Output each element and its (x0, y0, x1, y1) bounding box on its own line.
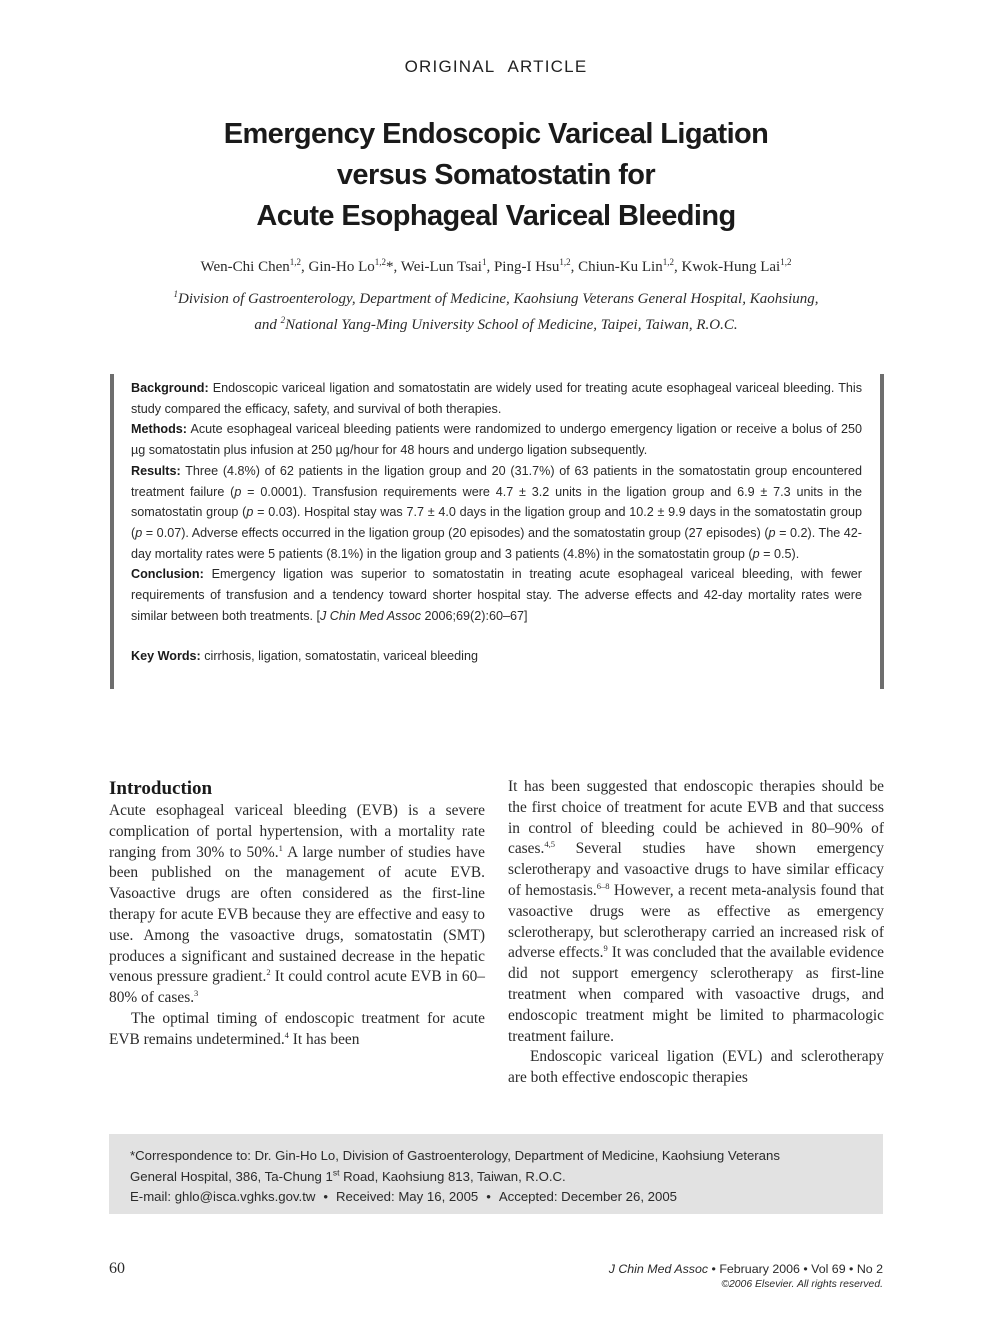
author: Ping-I Hsu$^{1,2}$, (493, 257, 579, 275)
paragraph: Endoscopic variceal ligation (EVL) and sclerotherapy are both effective endoscopic therapies (508, 1048, 884, 1087)
citation-ref[interactable]: 3 (194, 988, 199, 999)
section-heading-introduction: Introduction (109, 778, 213, 799)
paragraph: The optimal timing of endoscopic treatment for acute EVB remains undetermined.$^4$ It has been (109, 1009, 485, 1048)
citation-ref[interactable]: 6–8 (596, 880, 610, 891)
copyright-notice: ©2006 Elsevier. All rights reserved. (721, 1279, 883, 1290)
body-column-right (508, 777, 884, 1089)
author-list (0, 257, 992, 276)
received-date: Received: May 16, 2005 (336, 1189, 479, 1205)
citation-ref[interactable]: 1 (278, 842, 283, 853)
correspondence-line-1: *Correspondence to: Dr. Gin-Ho Lo, Division of Gastroenterology, Department of Medicine, Kaohsiung Veterans (130, 1148, 780, 1163)
citation-ref[interactable]: 9 (603, 943, 608, 954)
abstract-background: Background: Endoscopic variceal ligation and somatostatin are widely used for treating acute esophageal variceal bleeding. This study compared the efficacy, safety, and survival of both therapies. (131, 381, 862, 416)
email-link[interactable]: E-mail: ghlo@isca.vghks.gov.tw (130, 1189, 316, 1205)
article-title (100, 114, 892, 237)
abstract-keywords: Key Words: cirrhosis, ligation, somatostatin, variceal bleeding (131, 649, 478, 664)
page-number: 60 (109, 1260, 125, 1277)
paragraph-continued: It has been suggested that endoscopic therapies should be the first choice of treatment for acute EVB and that success in control of bleeding could be achieved in 80–90% of cases.$^{4,5}$ Several studies have shown emergency sclerotherapy and vasoactive drugs to have similar efficacy of hemostasis.$^{6-8}$ However, a recent meta-analysis found that vasoactive drugs were as effective as emergency sclerotherapy, but sclerotherapy carried an increased risk of adverse effects.$^9$ It was concluded that the available evidence did not support emergency sclerotherapy as first-line treatment when compared with vasoactive drugs, and endoscopic treatment might be limited to pharmacologic treatment failure. (508, 778, 885, 1045)
abstract-conclusion: Conclusion: Emergency ligation was superior to somatostatin in treating acute esophageal variceal bleeding, with fewer requirements of transfusion and a tendency toward shorter hospital stay. The adverse effects and 42-day mortality rates were similar between both treatments. [J Chin Med Assoc 2006;69(2):60–67] (131, 567, 862, 623)
correspondence-box (109, 1134, 883, 1214)
article-type-word-1: ORIGINAL (404, 57, 496, 76)
abstract-box (110, 374, 884, 689)
author: Wei-Lun Tsai$^1$, (400, 257, 494, 275)
correspondence-line-2: General Hospital, 386, Ta-Chung 1st Road, Kaohsiung 813, Taiwan, R.O.C. (130, 1167, 566, 1184)
abstract-methods: Methods: Acute esophageal variceal bleeding patients were randomized to undergo emergency ligation or receive a bolus of 250 µg somatostatin plus infusion at 250 µg/hour for 48 hours and undergo ligation subsequently. (131, 422, 862, 458)
title-line-3: Acute Esophageal Variceal Bleeding (256, 200, 736, 232)
author: Gin-Ho Lo$^{1,2}$*, (308, 257, 401, 275)
journal-citation: J Chin Med Assoc • February 2006 • Vol 69 • No 2 (608, 1262, 883, 1276)
bullet-separator: • (323, 1189, 329, 1205)
accepted-date: Accepted: December 26, 2005 (498, 1189, 678, 1205)
author: Wen-Chi Chen$^{1,2}$, (200, 257, 309, 275)
correspondence-line-3 (130, 1187, 863, 1208)
paragraph: Acute esophageal variceal bleeding (EVB) is a severe complication of portal hypertension, with a mortality rate ranging from 30% to 50%.$^1$ A large number of studies have been published on the management of acute EVB. Vasoactive drugs are often considered as the first-line therapy for acute EVB because they are effective and easy to use. Among the vasoactive drugs, somatostatin (SMT) produces a significant and sustained decrease in the hepatic venous pressure gradient.$^2$ It could control acute EVB in 60–80% of cases.$^3$ (109, 802, 486, 1007)
article-type-label (0, 57, 992, 77)
article-type-word-2: ARTICLE (507, 57, 588, 76)
abstract-results: Results: Three (4.8%) of 62 patients in the ligation group and 20 (31.7%) of 63 patients in the somatostatin group encountered treatment failure (p = 0.0001). Transfusion requirements were 4.7 ± 3.2 units in the ligation group and 6.9 ± 7.3 units in the somatostatin group (p = 0.03). Hospital stay was 7.7 ± 4.0 days in the ligation group and 10.2 ± 9.9 days in the somatostatin group (p = 0.07). Adverse effects occurred in the ligation group (20 episodes) and the somatostatin group (27 episodes) (p = 0.2). The 42-day mortality rates were 5 patients (8.1%) in the ligation group and 3 patients (4.8%) in the somatostatin group (p = 0.5). (131, 463, 862, 561)
author: Chiun-Ku Lin$^{1,2}$, (578, 257, 682, 275)
citation-ref[interactable]: 2 (266, 967, 271, 978)
author: Kwok-Hung Lai$^{1,2}$ (681, 257, 792, 275)
affiliation-line-2: and $^2$National Yang-Ming University School of Medicine, Taipei, Taiwan, R.O.C. (254, 315, 738, 333)
affiliation-line-1: $^1$Division of Gastroenterology, Department of Medicine, Kaohsiung Veterans General Hospital, Kaohsiung, (173, 289, 819, 307)
title-line-1: Emergency Endoscopic Variceal Ligation (223, 118, 769, 150)
citation-ref[interactable]: 4,5 (544, 839, 555, 850)
citation-ref[interactable]: 4 (284, 1029, 289, 1040)
journal-footer (609, 1262, 883, 1290)
title-line-2: versus Somatostatin for (336, 159, 656, 191)
body-column-left (109, 777, 485, 1051)
affiliations (120, 284, 872, 336)
bullet-separator: • (486, 1189, 491, 1205)
